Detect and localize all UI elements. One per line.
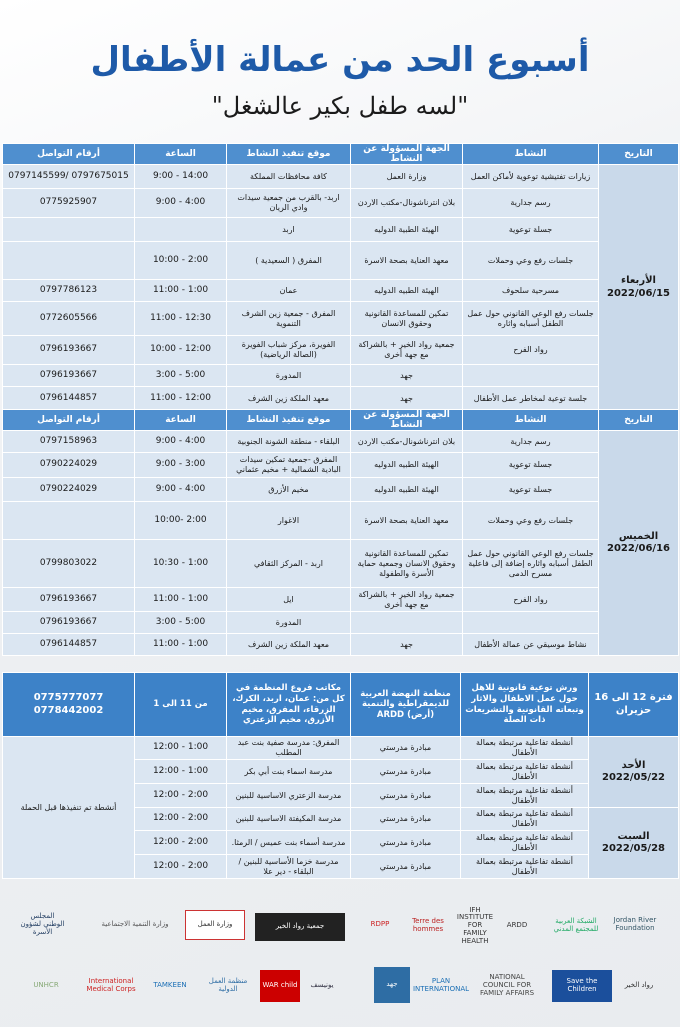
- schedule-table-other: [2, 672, 679, 879]
- table-row: [3, 302, 679, 336]
- partner-logo: جمعية رواد الخير: [255, 913, 345, 941]
- partner-logo: رواد الخير: [624, 981, 654, 990]
- contact-cell: [3, 242, 135, 280]
- time-cell: 12:00 - 2:00: [135, 831, 227, 855]
- time-cell: 12:00 - 2:00: [135, 784, 227, 808]
- header-activity: النشاط: [463, 410, 599, 431]
- date-cell: الأربعاء 2022/06/15: [599, 165, 679, 411]
- location-cell: اربد - المركز الثقافي: [227, 540, 351, 588]
- table-row: [3, 540, 679, 588]
- responsible-cell: [351, 612, 463, 634]
- location-cell: المفرق -جمعية تمكين سيدات البادية الشمالية + مخيم عثماني: [227, 453, 351, 478]
- time-cell: 12:00 - 1:00: [135, 760, 227, 784]
- location-cell: مدرسة المكيفتة الاساسية للبنين: [227, 808, 351, 831]
- partner-logo: NATIONAL COUNCIL FOR FAMILY AFFAIRS: [479, 973, 535, 997]
- time-cell: 10:00- 2:00: [135, 502, 227, 540]
- location-cell: مدرسة الزعتري الاساسية للبنين: [227, 784, 351, 808]
- table-row: [3, 502, 679, 540]
- location-cell: مدرسة أسماء بنت عميس / الرمثا.: [227, 831, 351, 855]
- location-cell: مخيم الأزرق: [227, 478, 351, 502]
- time-cell: 9:00 - 3:00: [135, 453, 227, 478]
- activity-cell: زيارات تفتيشية توعوية لأماكن العمل: [463, 165, 599, 189]
- contact-cell: 0796193667: [3, 336, 135, 365]
- time-cell: [135, 218, 227, 242]
- contact-cell: 0775925907: [3, 189, 135, 218]
- time-cell: 11:00 - 12:00: [135, 387, 227, 411]
- activity-cell: نشاط موسيقي عن عمالة الأطفال: [463, 634, 599, 656]
- partner-logo: Jordan River Foundation: [613, 916, 657, 932]
- location-cell: المفرق ( السعيدية ): [227, 242, 351, 280]
- partner-logo: UNHCR: [33, 981, 59, 990]
- activity-cell: جسلة توعوية: [463, 218, 599, 242]
- table-row: [3, 280, 679, 302]
- contact-cell: 0797786123: [3, 280, 135, 302]
- contact-cell: 0796193667: [3, 588, 135, 612]
- partner-logo: International Medical Corps: [86, 977, 136, 993]
- responsible-cell: وزارة العمل: [351, 165, 463, 189]
- time-cell: 9:00 - 4:00: [135, 478, 227, 502]
- responsible-cell: الهيئة الطبيه الدوليه: [351, 478, 463, 502]
- contact-cell: 0797158963: [3, 431, 135, 453]
- header-contact: أرقام التواصل: [3, 410, 135, 431]
- time-cell: 9:00 - 4:00: [135, 189, 227, 218]
- location-cell: المفرق: مدرسة صفية بنت عبد المطلب: [227, 737, 351, 760]
- header-responsible: الجهة المسؤولة عن النشاط: [351, 144, 463, 165]
- table-row: [3, 218, 679, 242]
- time-cell: 11:00 - 1:00: [135, 280, 227, 302]
- time-cell: 3:00 - 5:00: [135, 365, 227, 387]
- contact-cell: 0796144857: [3, 634, 135, 656]
- header-responsible: الجهة المسؤولة عن النشاط: [351, 410, 463, 431]
- responsible-cell: معهد العناية بصحة الاسرة: [351, 502, 463, 540]
- activity-cell: جسلة توعوية: [463, 478, 599, 502]
- activity-cell: رواد الفرح: [463, 336, 599, 365]
- week-row: [3, 673, 679, 737]
- responsible-cell: جمعية رواد الخير + بالشراكة مع جهة أخرى: [351, 588, 463, 612]
- header-time: الساعة: [135, 144, 227, 165]
- partner-logo: Save the Children: [552, 970, 612, 1002]
- partner-logo: جهد: [374, 967, 410, 1003]
- activity-cell: مسرحية سلحوف: [463, 280, 599, 302]
- contact-cell: 0799803022: [3, 540, 135, 588]
- time-cell: 10:00 - 12:00: [135, 336, 227, 365]
- activity-cell: جسلة توعوية: [463, 453, 599, 478]
- contact-cell: 0797675015 /0797145599: [3, 165, 135, 189]
- activity-cell: جلسات رفع وعي وحملات: [463, 502, 599, 540]
- contact-cell: [3, 218, 135, 242]
- table-row: [3, 634, 679, 656]
- header-location: موقع تنفيذ النشاط: [227, 410, 351, 431]
- responsible-cell: الهيئة الطبيه الدوليه: [351, 280, 463, 302]
- location-cell: مدرسة اسماء بنت أبي بكر: [227, 760, 351, 784]
- responsible-cell: مبادرة مدرستي: [351, 737, 461, 760]
- table-row: [3, 189, 679, 218]
- time-cell: 11:00 - 1:00: [135, 588, 227, 612]
- location-cell: معهد الملكة زين الشرف: [227, 387, 351, 411]
- activity-cell: [463, 365, 599, 387]
- activity-cell: [463, 612, 599, 634]
- partner-logo: وزارة التنمية الاجتماعية: [101, 920, 169, 929]
- activity-cell: جلسة توعية لمخاطر عمل الأطفال: [463, 387, 599, 411]
- partner-logo: RDPP: [370, 920, 390, 929]
- table-row: [3, 336, 679, 365]
- table-row: [3, 387, 679, 411]
- partner-logos: [0, 895, 680, 1025]
- responsible-cell: جهد: [351, 387, 463, 411]
- week-activity: ورش توعية قانونية للاهل حول عمل الاطفال والاثار وتبعاته القانونية والتشريعات ذات الصلة: [461, 673, 589, 737]
- responsible-cell: مبادرة مدرستي: [351, 831, 461, 855]
- responsible-cell: بلان انترناشونال-مكتب الاردن: [351, 189, 463, 218]
- time-cell: 9:00 - 14:00: [135, 165, 227, 189]
- responsible-cell: تمكين للمساعدة القانونية وحقوق الانسان: [351, 302, 463, 336]
- responsible-cell: جهد: [351, 365, 463, 387]
- responsible-cell: مبادرة مدرستي: [351, 760, 461, 784]
- location-cell: كافة محافظات المملكة: [227, 165, 351, 189]
- partner-logo: PLAN INTERNATIONAL: [412, 977, 470, 993]
- time-cell: 3:00 - 5:00: [135, 612, 227, 634]
- week-location: مكاتب فروع المنظمة في كل من: عمان، اربد، الكرك، الزرقاء، المفرق، مخيم الأزرق، مخيم الزعتري: [227, 673, 351, 737]
- header-date: التاريخ: [599, 144, 679, 165]
- activity-cell: أنشطة تفاعلية مرتبطة بعمالة الأطفال: [461, 831, 589, 855]
- partner-logo: المجلس الوطني لشؤون الأسرة: [20, 912, 65, 936]
- responsible-cell: الهيئة الطبيه الدوليه: [351, 453, 463, 478]
- responsible-cell: مبادرة مدرستي: [351, 808, 461, 831]
- table-row: [3, 165, 679, 189]
- location-cell: معهد الملكة زين الشرف: [227, 634, 351, 656]
- contact-cell: 0790224029: [3, 453, 135, 478]
- time-cell: 10:00 - 2:00: [135, 242, 227, 280]
- header-activity: النشاط: [463, 144, 599, 165]
- header-date: التاريخ: [599, 410, 679, 431]
- time-cell: 10:30 - 1:00: [135, 540, 227, 588]
- activity-cell: أنشطة تفاعلية مرتبطة بعمالة الأطفال: [461, 760, 589, 784]
- time-cell: 9:00 - 4:00: [135, 431, 227, 453]
- responsible-cell: جهد: [351, 634, 463, 656]
- table-row: [3, 242, 679, 280]
- contact-cell: 0772605566: [3, 302, 135, 336]
- date-cell: الأحد 2022/05/22: [589, 737, 679, 808]
- schedule-table-day1: [2, 143, 679, 411]
- table-row: [3, 431, 679, 453]
- time-cell: 12:00 - 2:00: [135, 808, 227, 831]
- activity-cell: جلسات رفع وعي وحملات: [463, 242, 599, 280]
- responsible-cell: تمكين للمساعدة القانونية وحقوق الانسان وجمعية حماية الأسرة والطفولة: [351, 540, 463, 588]
- date-cell: السبت 2022/05/28: [589, 808, 679, 879]
- activity-cell: رسم جدارية: [463, 189, 599, 218]
- location-cell: الاغوار: [227, 502, 351, 540]
- partner-logo: IFH INSTITUTE FOR FAMILY HEALTH: [456, 905, 494, 945]
- responsible-cell: جمعية رواد الخير + بالشراكة مع جهة أخرى: [351, 336, 463, 365]
- activity-cell: جلسات رفع الوعي القانوني حول عمل الطفل أسبابه واثاره إضافة إلى فاعلية مسرح الدمى: [463, 540, 599, 588]
- table-row: [3, 453, 679, 478]
- time-cell: 12:00 - 2:00: [135, 855, 227, 879]
- activity-cell: رسم جدارية: [463, 431, 599, 453]
- partner-logo: منظمة العمل الدولية: [208, 977, 248, 993]
- activity-cell: رواد الفرح: [463, 588, 599, 612]
- schedule-table-day2: [2, 409, 679, 656]
- responsible-cell: الهيئة الطبية الدوليه: [351, 218, 463, 242]
- contact-cell: 0796193667: [3, 365, 135, 387]
- partner-logo: يونيسف: [310, 981, 334, 990]
- location-cell: اربد: [227, 218, 351, 242]
- location-cell: المفرق - جمعية زين الشرف التنموية: [227, 302, 351, 336]
- activity-cell: أنشطة تفاعلية مرتبطة بعمالة الأطفال: [461, 784, 589, 808]
- table-row: [3, 737, 679, 760]
- prior-note: أنشطة تم تنفيذها قبل الحملة: [3, 737, 135, 879]
- responsible-cell: بلان انترناشونال-مكتب الاردن: [351, 431, 463, 453]
- activity-cell: أنشطة تفاعلية مرتبطة بعمالة الأطفال: [461, 855, 589, 879]
- week-contact: 0775777077 0778442002: [3, 673, 135, 737]
- week-time: من 11 الى 1: [135, 673, 227, 737]
- time-cell: 12:00 - 1:00: [135, 737, 227, 760]
- responsible-cell: معهد العناية بصحة الاسرة: [351, 242, 463, 280]
- table-row: [3, 478, 679, 502]
- time-cell: 11:00 - 1:00: [135, 634, 227, 656]
- week-responsible: منظمة النهضة العربية للديمقراطية والتنمية (أرض) ARDD: [351, 673, 461, 737]
- table-row: [3, 612, 679, 634]
- location-cell: ايل: [227, 588, 351, 612]
- table-row: [3, 365, 679, 387]
- contact-cell: 0796193667: [3, 612, 135, 634]
- table-header-row: [3, 144, 679, 165]
- contact-cell: [3, 502, 135, 540]
- location-cell: المدورة: [227, 612, 351, 634]
- page-subtitle: "لسه طفل بكير عالشغل": [211, 92, 469, 120]
- partner-logo: ARDD: [506, 921, 528, 930]
- partner-logo: Terre des hommes: [412, 917, 444, 933]
- responsible-cell: مبادرة مدرستي: [351, 855, 461, 879]
- activity-cell: أنشطة تفاعلية مرتبطة بعمالة الأطفال: [461, 737, 589, 760]
- header-location: موقع تنفيذ النشاط: [227, 144, 351, 165]
- header-contact: أرقام التواصل: [3, 144, 135, 165]
- page-title: أسبوع الحد من عمالة الأطفال: [90, 40, 590, 80]
- table-header-row: [3, 410, 679, 431]
- activity-cell: جلسات رفع الوعي القانوني حول عمل الطفل أسبابه واثاره: [463, 302, 599, 336]
- location-cell: اربد- بالقرب من جمعية سيدات وادي الريان: [227, 189, 351, 218]
- location-cell: مدرسة خزما الأساسية للبنين / البلقاء - دير علا: [227, 855, 351, 879]
- date-cell: الخميس 2022/06/16: [599, 431, 679, 656]
- table-row: [3, 588, 679, 612]
- week-period: فترة 12 الى 16 حزيران: [589, 673, 679, 737]
- partner-logo: WAR child: [260, 970, 300, 1002]
- partner-logo: TAMKEEN: [153, 981, 187, 990]
- partner-logo: وزارة العمل: [185, 910, 245, 940]
- location-cell: المدورة: [227, 365, 351, 387]
- location-cell: البلقاء - منطقة الشونة الجنوبية: [227, 431, 351, 453]
- location-cell: عمان: [227, 280, 351, 302]
- location-cell: الفويرة، مركز شباب الفويرة (الصالة الرياضية): [227, 336, 351, 365]
- activity-cell: أنشطة تفاعلية مرتبطة بعمالة الأطفال: [461, 808, 589, 831]
- contact-cell: 0790224029: [3, 478, 135, 502]
- header-time: الساعة: [135, 410, 227, 431]
- responsible-cell: مبادرة مدرستي: [351, 784, 461, 808]
- time-cell: 11:00 - 12:30: [135, 302, 227, 336]
- contact-cell: 0796144857: [3, 387, 135, 411]
- partner-logo: الشبكة العربية للمجتمع المدني: [553, 917, 599, 933]
